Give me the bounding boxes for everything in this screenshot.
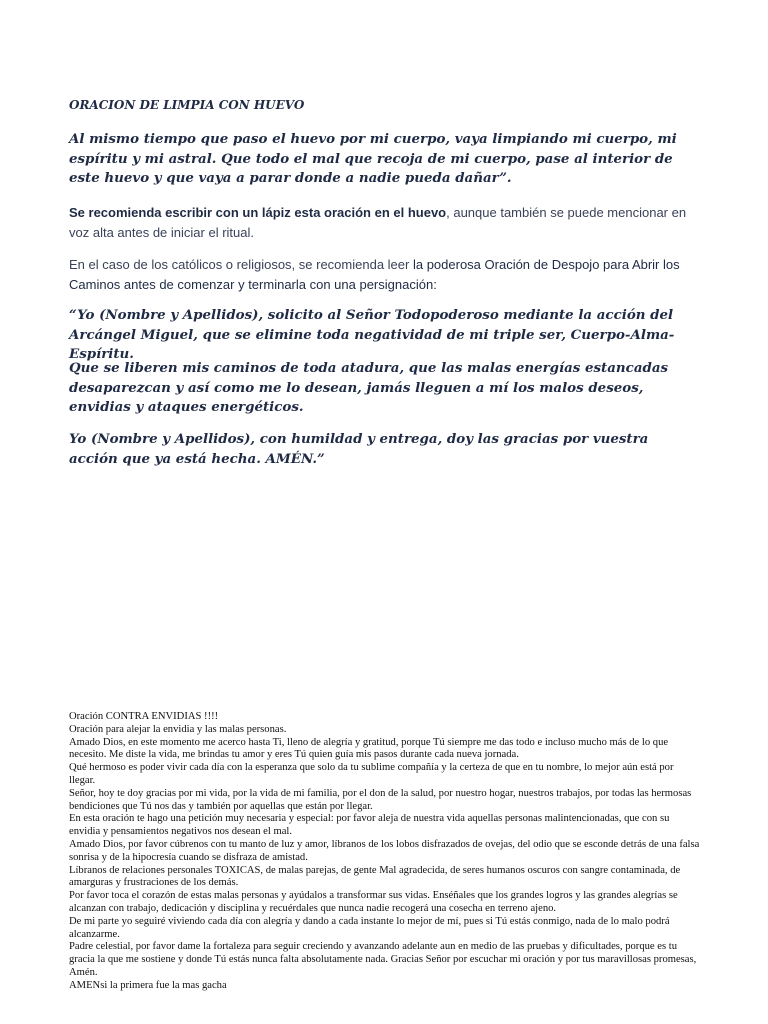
recommendation-text: , aunque también se puede mencionar en voz alta antes de iniciar el ritual. (69, 205, 687, 240)
recommendation-paragraph (69, 203, 709, 242)
catholic-text: En el caso de los católicos o religiosos, se recomienda leer (69, 257, 413, 272)
envidias-line: De mi parte yo seguiré viviendo cada día con alegría y dando a cada instante lo mejor de mí, pues si Tú estás conmigo, nada de lo malo podrá alcanzarme. (69, 915, 670, 940)
envidias-line: Amado Dios, en este momento me acerco hasta Ti, lleno de alegría y gratitud, porque Tú siempre me das todo e incluso mucho más de lo que necesito. Me diste la vida, me brindas tu amor y eres Tú quien guía mis pasos durante cada nueva jornada. (69, 736, 669, 761)
envidias-line: Qué hermoso es poder vivir cada día con la esperanza que solo da tu sublime compañía y la certeza de que en tu nombre, lo mejor aún está por llegar. (69, 762, 674, 786)
envidias-line: En esta oración te hago una petición muy necesaria y especial: por favor aleja de nuestra vida aquellas personas malintencionadas, que con su envidia y pensamientos negativos nos desean el mal. (69, 813, 670, 838)
envidias-line: Por favor toca el corazón de estas malas personas y ayúdalos a transformar sus vidas. Enséñales que los grandes logros y las grandes alegrías se alcanzan con trabajo, dedicación y disciplina y recuérdales que nunca nadie recogerá una cosecha en terreno ajeno. (69, 890, 678, 914)
egg-prayer: Al mismo tiempo que paso el huevo por mi cuerpo, vaya limpiando mi cuerpo, mi espíritu y mi astral. Que todo el mal que recoja de mi cuerpo, pase al interior de este huevo y que vaya a parar donde a nadie pueda dañar”. (69, 131, 677, 186)
envidias-line: Líbranos de relaciones personales TOXICAS, de malas parejas, de gente Mal agradecida, de seres humanos oscuros con sangre contaminada, de amarguras y frustraciones de los demás. (69, 864, 681, 889)
envidias-closing: AMENsi la primera fue la mas gacha (69, 979, 227, 991)
page-title: ORACION DE LIMPIA CON HUEVO (69, 98, 305, 112)
envidias-prayer (69, 711, 701, 993)
envidias-title: Oración CONTRA ENVIDIAS !!!! (69, 711, 219, 722)
envidias-line: Amado Dios, por favor cúbrenos con tu manto de luz y amor, líbranos de los lobos disfrazados de ovejas, del odio que se esconde detrás de una falsa sonrisa y de la hipocresía cuando se disfraza de amistad. (69, 838, 700, 863)
envidias-line: Oración para alejar la envidia y las malas personas. (69, 723, 287, 735)
despojo-verse-1: “Yo (Nombre y Apellidos), solicito al Señor Todopoderoso mediante la acción del Arcángel Miguel, que se elimine toda negatividad de mi triple ser, Cuerpo-Alma-Espíritu. (69, 307, 675, 362)
envidias-line: Señor, hoy te doy gracias por mi vida, por la vida de mi familia, por el don de la salud, por nuestro hogar, nuestros trabajos, por todas las hermosas bendiciones que Tú nos das y también por aquellas que están por llegar. (69, 787, 692, 812)
recommendation-bold: Se recomienda escribir con un lápiz esta oración en el huevo (69, 205, 447, 220)
despojo-link[interactable]: la poderosa Oración de Despojo para Abrir los Caminos antes de comenzar y terminarla con una persignación: (69, 257, 680, 292)
despojo-verse-3: Yo (Nombre y Apellidos), con humildad y entrega, doy las gracias por vuestra acción que ya está hecha. AMÉN.” (69, 431, 649, 467)
catholic-paragraph (69, 255, 709, 294)
despojo-verse-2: Que se liberen mis caminos de toda atadura, que las malas energías estancadas desaparezcan y así como me lo desean, jamás lleguen a mí los malos deseos, envidias y ataques energéticos. (69, 360, 669, 415)
envidias-line: Padre celestial, por favor dame la fortaleza para seguir creciendo y avanzando adelante aun en medio de las pruebas y dificultades, porque es tu gracia la que me sostiene y donde Tú estás nunca falta absolutamente nada. Gracias Señor por escuchar mi oración y por tus maravillosas promesas, Amén. (69, 941, 697, 978)
